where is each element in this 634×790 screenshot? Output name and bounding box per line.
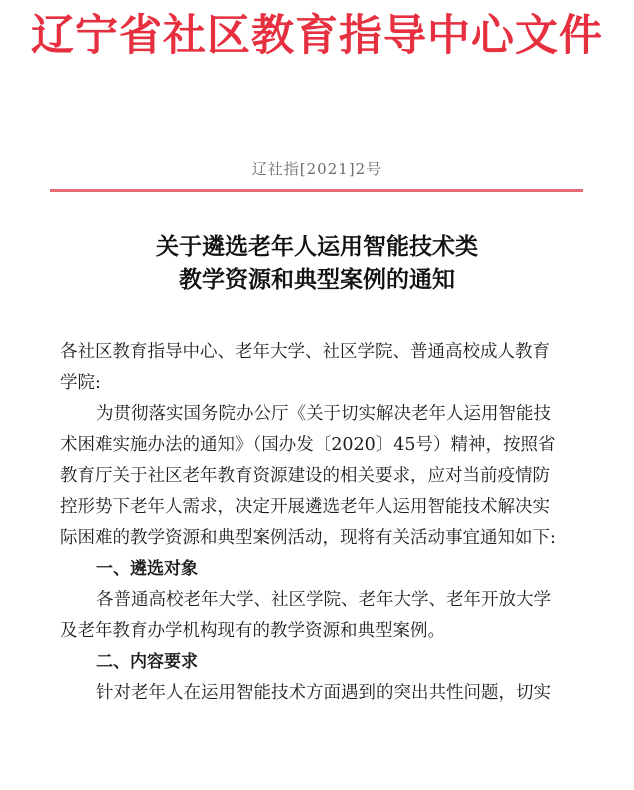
intro-line-3: 教育厅关于社区老年教育资源建设的相关要求，应对当前疫情防 — [60, 466, 550, 486]
intro-line-1: 为贯彻落实国务院办公厅《关于切实解决老年人运用智能技 — [96, 404, 551, 424]
title-line-2: 教学资源和典型案例的通知 — [179, 266, 455, 293]
section-2-heading: 二、内容要求 — [96, 652, 198, 672]
section-1-heading: 一、遴选对象 — [96, 559, 198, 579]
intro-line-5: 际困难的教学资源和典型案例活动，现将有关活动事宜通知如下: — [60, 528, 556, 548]
title-line-1: 关于遴选老年人运用智能技术类 — [156, 233, 478, 260]
notice-title — [0, 230, 634, 296]
document-number: 辽社指[2021]2号 — [251, 160, 383, 178]
addressee-line-2: 学院: — [60, 373, 101, 393]
intro-line-4: 控形势下老年人需求，决定开展遴选老年人运用智能技术解决实 — [60, 497, 550, 517]
section-1-line-1: 各普通高校老年大学、社区学院、老年大学、老年开放大学 — [96, 590, 551, 610]
section-2-line-1: 针对老年人在运用智能技术方面遇到的突出共性问题，切实 — [96, 683, 551, 703]
issuer-header: 辽宁省社区教育指导中心文件 — [31, 11, 603, 61]
body-text — [60, 337, 600, 709]
addressee-line-1: 各社区教育指导中心、老年大学、社区学院、普通高校成人教育 — [60, 342, 550, 362]
red-divider-line — [50, 189, 583, 192]
intro-line-2: 术困难实施办法的通知》（国办发〔2020〕45号）精神，按照省 — [60, 435, 556, 455]
section-1-line-2: 及老年教育办学机构现有的教学资源和典型案例。 — [60, 621, 445, 641]
